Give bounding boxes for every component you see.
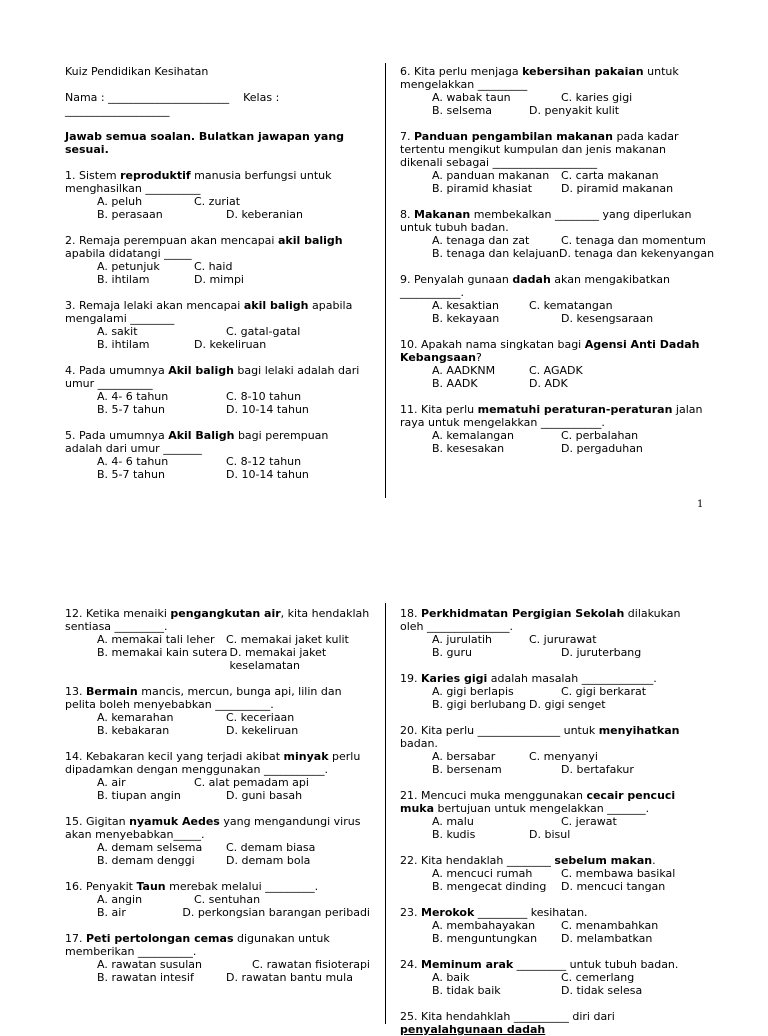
option-a[interactable]: A. memakai tali leher bbox=[97, 633, 215, 646]
option-b[interactable]: B. ihtilam bbox=[97, 338, 150, 351]
quiz-title: Kuiz Pendidikan Kesihatan bbox=[65, 65, 209, 78]
question-text: 23. Merokok _________ kesihatan. bbox=[400, 906, 588, 919]
option-c[interactable]: C. 8-12 tahun bbox=[226, 455, 302, 468]
option-c[interactable]: C. AGADK bbox=[529, 364, 583, 377]
option-a[interactable]: A. kesaktian bbox=[432, 299, 499, 312]
option-d[interactable]: D. mencuci tangan bbox=[561, 880, 666, 893]
option-d[interactable]: D. demam bola bbox=[226, 854, 311, 867]
option-d[interactable]: D. piramid makanan bbox=[561, 182, 674, 195]
options-row bbox=[65, 273, 365, 286]
option-b[interactable]: B. kudis bbox=[432, 828, 476, 841]
option-a[interactable]: A. air bbox=[97, 776, 126, 789]
option-a[interactable]: A. mencuci rumah bbox=[432, 867, 533, 880]
option-a[interactable]: A. kemarahan bbox=[97, 711, 174, 724]
options-row bbox=[65, 633, 370, 646]
question-text: 2. Remaja perempuan akan mencapai akil baligh apabila didatangi _____ bbox=[65, 234, 343, 260]
question-text: 3. Remaja lelaki akan mencapai akil baligh apabila mengalami ________ bbox=[65, 299, 353, 325]
question-text: 24. Meminum arak _________ untuk tubuh badan. bbox=[400, 958, 679, 971]
options-row bbox=[400, 919, 706, 932]
question-text: 12. Ketika menaiki pengangkutan air, kita hendaklah sentiasa _________. bbox=[65, 607, 370, 633]
option-a[interactable]: A. wabak taun bbox=[432, 91, 511, 104]
options-row bbox=[65, 906, 370, 919]
options-row bbox=[65, 260, 365, 273]
question-1 bbox=[65, 169, 365, 221]
options-row bbox=[400, 234, 706, 247]
option-b[interactable]: B. AADK bbox=[432, 377, 478, 390]
option-b[interactable]: B. selsema bbox=[432, 104, 493, 117]
option-d[interactable]: D. 10-14 tahun bbox=[226, 403, 309, 416]
options-row bbox=[400, 698, 706, 711]
option-c[interactable]: C. karies gigi bbox=[561, 91, 633, 104]
options-row bbox=[65, 711, 370, 724]
options-row bbox=[65, 390, 365, 403]
question-9 bbox=[400, 273, 706, 325]
question-11 bbox=[400, 403, 706, 455]
option-c[interactable]: C. alat pemadam api bbox=[194, 776, 309, 789]
options-row bbox=[400, 104, 706, 117]
options-row bbox=[400, 182, 706, 195]
option-a[interactable]: A. 4- 6 tahun bbox=[97, 390, 169, 403]
options-row bbox=[400, 815, 706, 828]
option-c[interactable]: C. gatal-gatal bbox=[226, 325, 301, 338]
options-row bbox=[65, 841, 370, 854]
question-7 bbox=[400, 130, 706, 195]
option-d[interactable]: D. memakai jaket keselamatan bbox=[229, 646, 327, 672]
options-row bbox=[400, 685, 706, 698]
options-row bbox=[65, 958, 370, 971]
option-a[interactable]: A. AADKNM bbox=[432, 364, 496, 377]
option-a[interactable]: A. 4- 6 tahun bbox=[97, 455, 169, 468]
option-a[interactable]: A. jurulatih bbox=[432, 633, 492, 646]
options-row bbox=[400, 880, 706, 893]
options-row bbox=[65, 325, 365, 338]
name-class-line bbox=[65, 91, 365, 104]
option-d[interactable]: D. kesengsaraan bbox=[561, 312, 654, 325]
option-d[interactable]: D. bertafakur bbox=[561, 763, 634, 776]
option-b[interactable]: B. demam denggi bbox=[97, 854, 195, 867]
question-15 bbox=[65, 815, 370, 867]
option-b[interactable]: B. kekayaan bbox=[432, 312, 500, 325]
option-c[interactable]: C. menyanyi bbox=[529, 750, 598, 763]
question-20 bbox=[400, 724, 706, 776]
options-row bbox=[65, 776, 370, 789]
options-row bbox=[65, 789, 370, 802]
options-row bbox=[65, 854, 370, 867]
page2-left-column bbox=[65, 607, 370, 984]
options-row bbox=[400, 867, 706, 880]
options-row bbox=[65, 403, 365, 416]
option-d[interactable]: D. guni basah bbox=[226, 789, 303, 802]
options-row bbox=[400, 646, 706, 659]
question-8 bbox=[400, 208, 715, 260]
option-a[interactable]: A. peluh bbox=[97, 195, 143, 208]
option-d[interactable]: D. melambatkan bbox=[561, 932, 653, 945]
class-field[interactable]: ___________________ bbox=[65, 104, 170, 117]
options-row bbox=[400, 299, 706, 312]
option-a[interactable]: A. bersabar bbox=[432, 750, 496, 763]
option-c[interactable]: C. keceriaan bbox=[226, 711, 295, 724]
option-c[interactable]: C. perbalahan bbox=[561, 429, 639, 442]
option-b[interactable]: B. perasaan bbox=[97, 208, 163, 221]
option-d[interactable]: D. tenaga dan kekenyangan bbox=[559, 247, 715, 260]
question-23 bbox=[400, 906, 706, 945]
option-b[interactable]: B. guru bbox=[432, 646, 472, 659]
option-a[interactable]: A. malu bbox=[432, 815, 474, 828]
option-d[interactable]: D. bisul bbox=[529, 828, 571, 841]
option-a[interactable]: A. kemalangan bbox=[432, 429, 514, 442]
question-text: 22. Kita hendaklah ________ sebelum makan. bbox=[400, 854, 656, 867]
option-c[interactable]: C. tenaga dan momentum bbox=[561, 234, 706, 247]
option-b[interactable]: B. gigi berlubang bbox=[432, 698, 527, 711]
question-17 bbox=[65, 932, 370, 984]
options-row bbox=[65, 893, 370, 906]
option-b[interactable]: B. rawatan intesif bbox=[97, 971, 194, 984]
option-a[interactable]: A. sakit bbox=[97, 325, 138, 338]
option-c[interactable]: C. demam biasa bbox=[226, 841, 316, 854]
column-divider bbox=[385, 603, 386, 1024]
options-row bbox=[400, 828, 706, 841]
options-row bbox=[400, 442, 706, 455]
option-b[interactable]: B. air bbox=[97, 906, 126, 919]
option-a[interactable]: A. angin bbox=[97, 893, 143, 906]
option-c[interactable]: C. jururawat bbox=[529, 633, 597, 646]
option-c[interactable]: C. rawatan fisioterapi bbox=[251, 958, 370, 971]
question-text: 7. Panduan pengambilan makanan pada kadar tertentu mengikut kumpulan dan jenis makanan dikenali sebagai ___________________ bbox=[400, 130, 679, 169]
question-14 bbox=[65, 750, 370, 802]
option-c[interactable]: C. sentuhan bbox=[194, 893, 261, 906]
question-text: 14. Kebakaran kecil yang terjadi akibat minyak perlu dipadamkan dengan menggunakan ___________. bbox=[65, 750, 361, 776]
option-c[interactable]: C. haid bbox=[194, 260, 233, 273]
question-text: 25. Kita hendahklah __________ diri dari penyalahgunaan dadah bbox=[400, 1010, 615, 1036]
question-text: 16. Penyakit Taun merebak melalui _________. bbox=[65, 880, 319, 893]
options-row bbox=[400, 247, 715, 260]
option-d[interactable]: D. gigi senget bbox=[529, 698, 606, 711]
options-row bbox=[400, 377, 706, 390]
page1-left-column bbox=[65, 65, 365, 481]
option-a[interactable]: A. panduan makanan bbox=[432, 169, 550, 182]
option-b[interactable]: B. 5-7 tahun bbox=[97, 468, 165, 481]
options-row bbox=[65, 724, 370, 737]
options-row bbox=[400, 169, 706, 182]
question-text: 18. Perkhidmatan Pergigian Sekolah dilakukan oleh _______________. bbox=[400, 607, 681, 633]
option-c[interactable]: C. gigi berkarat bbox=[561, 685, 647, 698]
question-10 bbox=[400, 338, 706, 390]
option-a[interactable]: A. baik bbox=[432, 971, 470, 984]
option-c[interactable]: C. membawa basikal bbox=[561, 867, 676, 880]
option-c[interactable]: C. zuriat bbox=[194, 195, 241, 208]
option-b[interactable]: B. memakai kain sutera bbox=[97, 646, 228, 659]
options-row bbox=[400, 971, 706, 984]
option-b[interactable]: B. ihtilam bbox=[97, 273, 150, 286]
options-row bbox=[65, 208, 365, 221]
options-row bbox=[400, 750, 706, 763]
option-b[interactable]: B. piramid khasiat bbox=[432, 182, 533, 195]
option-d[interactable]: D. ADK bbox=[529, 377, 568, 390]
options-row bbox=[65, 468, 365, 481]
question-6 bbox=[400, 65, 706, 117]
options-row bbox=[65, 455, 365, 468]
question-text: 13. Bermain mancis, mercun, bunga api, lilin dan pelita boleh menyebabkan __________. bbox=[65, 685, 342, 711]
option-b[interactable]: B. tenaga dan kelajuan bbox=[432, 247, 560, 260]
page-number: 1 bbox=[697, 499, 704, 510]
option-b[interactable]: B. menguntungkan bbox=[432, 932, 538, 945]
option-d[interactable]: D. tidak selesa bbox=[561, 984, 643, 997]
option-d[interactable]: D. kekeliruan bbox=[226, 724, 299, 737]
question-text: 17. Peti pertolongan cemas digunakan untuk memberikan __________. bbox=[65, 932, 330, 958]
option-c[interactable]: C. jerawat bbox=[561, 815, 617, 828]
question-18 bbox=[400, 607, 706, 659]
option-a[interactable]: A. gigi berlapis bbox=[432, 685, 514, 698]
question-4 bbox=[65, 364, 365, 416]
options-row bbox=[400, 91, 706, 104]
name-field[interactable]: Nama : ______________________ bbox=[65, 91, 230, 104]
question-text: 9. Penyalah gunaan dadah akan mengakibatkan ___________. bbox=[400, 273, 670, 299]
options-row bbox=[400, 364, 706, 377]
options-row bbox=[65, 195, 365, 208]
question-21 bbox=[400, 789, 706, 841]
options-row bbox=[400, 429, 706, 442]
option-a[interactable]: A. rawatan susulan bbox=[97, 958, 203, 971]
question-3 bbox=[65, 299, 365, 351]
question-24 bbox=[400, 958, 706, 997]
question-19 bbox=[400, 672, 706, 711]
option-b[interactable]: B. 5-7 tahun bbox=[97, 403, 165, 416]
option-a[interactable]: A. tenaga dan zat bbox=[432, 234, 530, 247]
options-row bbox=[65, 646, 370, 672]
option-b[interactable]: B. tidak baik bbox=[432, 984, 501, 997]
option-d[interactable]: D. kekeliruan bbox=[194, 338, 267, 351]
question-text: 11. Kita perlu mematuhi peraturan-peraturan jalan raya untuk mengelakkan ___________. bbox=[400, 403, 703, 429]
page2-right-column bbox=[400, 607, 706, 1036]
option-d[interactable]: D. penyakit kulit bbox=[529, 104, 620, 117]
question-5 bbox=[65, 429, 365, 481]
option-d[interactable]: D. rawatan bantu mula bbox=[226, 971, 353, 984]
option-c[interactable]: C. cemerlang bbox=[561, 971, 635, 984]
option-b[interactable]: B. kebakaran bbox=[97, 724, 170, 737]
question-2 bbox=[65, 234, 365, 286]
question-13 bbox=[65, 685, 370, 737]
option-c[interactable]: C. menambahkan bbox=[561, 919, 659, 932]
question-text: 21. Mencuci muka menggunakan cecair pencuci muka bertujuan untuk mengelakkan _______. bbox=[400, 789, 676, 815]
option-b[interactable]: B. bersenam bbox=[432, 763, 502, 776]
options-row bbox=[400, 932, 706, 945]
options-row bbox=[400, 763, 706, 776]
question-text: 1. Sistem reproduktif manusia berfungsi untuk menghasilkan __________ bbox=[65, 169, 332, 195]
question-25 bbox=[400, 1010, 706, 1036]
column-divider bbox=[385, 63, 386, 498]
question-22 bbox=[400, 854, 706, 893]
options-row bbox=[65, 971, 370, 984]
question-text: 15. Gigitan nyamuk Aedes yang mengandungi virus akan menyebabkan_____. bbox=[65, 815, 361, 841]
option-b[interactable]: B. kesesakan bbox=[432, 442, 505, 455]
option-c[interactable]: C. carta makanan bbox=[561, 169, 659, 182]
page1-right-column bbox=[400, 65, 715, 455]
option-d[interactable]: D. mimpi bbox=[194, 273, 244, 286]
option-c[interactable]: C. kematangan bbox=[529, 299, 613, 312]
option-b[interactable]: B. tiupan angin bbox=[97, 789, 181, 802]
options-row bbox=[400, 633, 706, 646]
question-text: 6. Kita perlu menjaga kebersihan pakaian untuk mengelakkan _________ bbox=[400, 65, 679, 91]
option-d[interactable]: D. keberanian bbox=[226, 208, 303, 221]
option-b[interactable]: B. mengecat dinding bbox=[432, 880, 547, 893]
instructions: Jawab semua soalan. Bulatkan jawapan yang sesuai. bbox=[65, 130, 345, 156]
option-a[interactable]: A. membahayakan bbox=[432, 919, 536, 932]
question-16 bbox=[65, 880, 370, 919]
option-d[interactable]: D. 10-14 tahun bbox=[226, 468, 309, 481]
option-c[interactable]: C. memakai jaket kulit bbox=[226, 633, 349, 646]
option-a[interactable]: A. petunjuk bbox=[97, 260, 160, 273]
option-d[interactable]: D. juruterbang bbox=[561, 646, 642, 659]
options-row bbox=[400, 312, 706, 325]
question-text: 4. Pada umumnya Akil baligh bagi lelaki adalah dari umur __________ bbox=[65, 364, 360, 390]
question-text: 20. Kita perlu _______________ untuk menyihatkan badan. bbox=[400, 724, 680, 750]
options-row bbox=[65, 338, 365, 351]
option-d[interactable]: D. pergaduhan bbox=[561, 442, 643, 455]
option-d[interactable]: D. perkongsian barangan peribadi bbox=[182, 906, 370, 919]
question-text: 5. Pada umumnya Akil Baligh bagi perempuan adalah dari umur _______ bbox=[65, 429, 329, 455]
question-text: 19. Karies gigi adalah masalah _____________. bbox=[400, 672, 657, 685]
options-row bbox=[400, 984, 706, 997]
question-text: 10. Apakah nama singkatan bagi Agensi Anti Dadah Kebangsaan? bbox=[400, 338, 700, 364]
class-label: Kelas : bbox=[243, 91, 280, 104]
option-c[interactable]: C. 8-10 tahun bbox=[226, 390, 302, 403]
option-a[interactable]: A. demam selsema bbox=[97, 841, 203, 854]
question-text: 8. Makanan membekalkan ________ yang diperlukan untuk tubuh badan. bbox=[400, 208, 692, 234]
question-12 bbox=[65, 607, 370, 672]
